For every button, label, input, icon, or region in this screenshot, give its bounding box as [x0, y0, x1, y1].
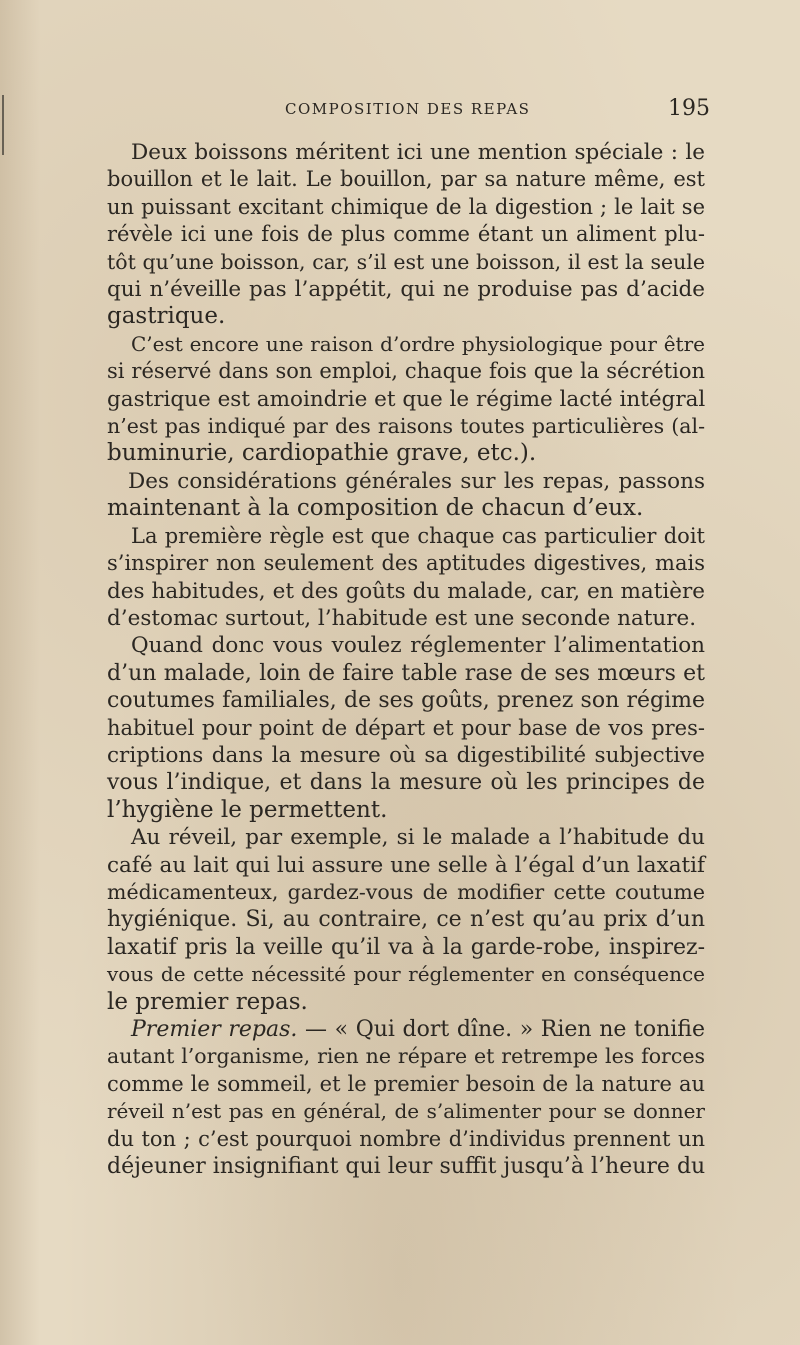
text-line: d’un malade, loin de faire table rase de ses mœurs et: [107, 660, 705, 686]
page-edge-mark: [2, 95, 4, 155]
text-line: tôt qu’une boisson, car, s’il est une boisson, il est la seule: [107, 249, 705, 274]
text-line: hygiénique. Si, au contraire, ce n’est qu’au prix d’un: [107, 907, 705, 933]
text-line: maintenant à la composition de chacun d’eux.: [107, 495, 644, 522]
text-line: criptions dans la mesure où sa digestibilité subjective: [107, 742, 705, 768]
text-line: s’inspirer non seulement des aptitudes digestives, mais: [107, 551, 705, 576]
text-line-section-lead: [107, 1016, 705, 1043]
text-line: comme le sommeil, et le premier besoin de la nature au: [107, 1071, 705, 1096]
text-line: le premier repas.: [107, 988, 308, 1015]
text-line: Quand donc vous voulez réglementer l’alimentation: [131, 633, 705, 659]
text-line: autant l’organisme, rien ne répare et retrempe les forces: [107, 1044, 705, 1069]
text-line: déjeuner insignifiant qui leur suffit jusqu’à l’heure du: [107, 1154, 706, 1180]
text-line: buminurie, cardiopathie grave, etc.).: [107, 440, 537, 467]
text-line: l’hygiène le permettent.: [107, 796, 388, 823]
text-line: gastrique.: [107, 303, 226, 330]
page-header: [105, 96, 710, 128]
text-line: La première règle est que chaque cas particulier doit: [131, 523, 705, 548]
text-line: des habitudes, et des goûts du malade, car, en matière: [107, 578, 705, 604]
section-lead-rest: — « Qui dort dîne. » Rien ne tonifie: [297, 1017, 705, 1042]
text-line: bouillon et le lait. Le bouillon, par sa nature même, est: [107, 167, 705, 192]
text-line: laxatif pris la veille qu’il va à la garde-robe, inspirez-: [107, 934, 705, 960]
text-line: Deux boissons méritent ici une mention spéciale : le: [131, 140, 705, 165]
page-number: 195: [668, 96, 710, 121]
section-lead-italic: Premier repas.: [131, 1017, 298, 1042]
text-line: C’est encore une raison d’ordre physiologique pour être: [131, 331, 705, 356]
text-line: d’estomac surtout, l’habitude est une seconde nature.: [107, 605, 697, 631]
text-line: vous de cette nécessité pour réglementer en conséquence: [107, 962, 705, 987]
text-line: habituel pour point de départ et pour base de vos pres-: [107, 715, 705, 740]
text-line: si réservé dans son emploi, chaque fois que la sécrétion: [107, 359, 705, 384]
text-line: médicamenteux, gardez-vous de modifier cette coutume: [107, 879, 705, 904]
text-line: du ton ; c’est pourquoi nombre d’individus prennent un: [107, 1126, 705, 1151]
text-line: coutumes familiales, de ses goûts, prenez son régime: [107, 688, 705, 714]
text-line: n’est pas indiqué par des raisons toutes particulières (al-: [107, 414, 705, 439]
text-line: café au lait qui lui assure une selle à l’égal d’un laxatif: [107, 852, 705, 878]
running-title: COMPOSITION DES REPAS: [285, 100, 531, 118]
text-line: un puissant excitant chimique de la digestion ; le lait se: [107, 194, 705, 219]
text-line: Au réveil, par exemple, si le malade a l’habitude du: [131, 825, 705, 851]
text-line: Des considérations générales sur les repas, passons: [128, 468, 705, 494]
text-line: réveil n’est pas en général, de s’alimenter pour se donner: [107, 1099, 705, 1124]
text-line: révèle ici une fois de plus comme étant un aliment plu-: [107, 222, 705, 247]
body-text: [107, 139, 705, 1180]
text-line: vous l’indique, et dans la mesure où les principes de: [107, 770, 705, 796]
text-line: qui n’éveille pas l’appétit, qui ne produise pas d’acide: [107, 277, 705, 303]
text-line: gastrique est amoindrie et que le régime lacté intégral: [107, 386, 706, 412]
